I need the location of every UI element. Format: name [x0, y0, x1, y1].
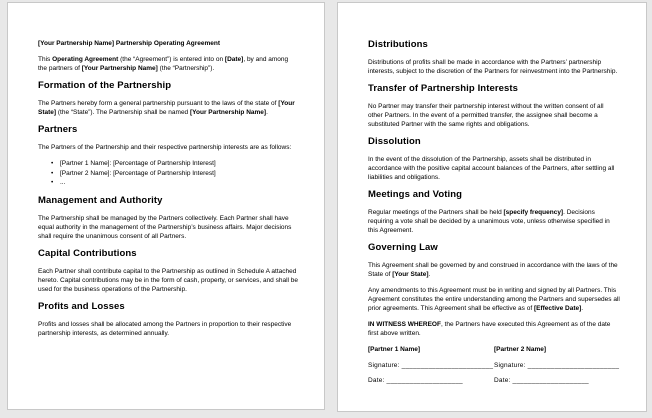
heading-partners: Partners: [38, 124, 78, 135]
heading-governing-law: Governing Law: [368, 242, 438, 253]
partner-1-signature-column: [368, 345, 494, 391]
heading-meetings-and-voting: Meetings and Voting: [368, 189, 463, 200]
placeholder-date: [Date]: [224, 56, 244, 63]
text-segment: This: [38, 56, 53, 63]
placeholder-partnership-name: [Your Partnership Name]: [189, 109, 267, 116]
meetings-paragraph: [368, 208, 620, 235]
capital-paragraph: Each Partner shall contribute capital to the Partnership as outlined in Schedule A attached hereto. Capital contributions may be in the form of cash, property, or services, and shall be used for the business operations of the Partnership.: [38, 267, 299, 293]
term-operating-agreement: Operating Agreement: [52, 56, 119, 63]
heading-dissolution: Dissolution: [368, 136, 421, 147]
heading-capital-contributions: Capital Contributions: [38, 247, 137, 259]
placeholder-specify-frequency: [specify frequency]: [503, 209, 564, 216]
signature-block: [368, 345, 620, 391]
document-title-text: [Your Partnership Name] Partnership Operating Agreement: [38, 40, 221, 47]
bullet-item-partner-1: • [Partner 1 Name]: [Percentage of Partnership Interest]: [51, 159, 298, 169]
partner-2-signature-column: [494, 345, 620, 391]
partner-2-signature-line: Signature: ________________________: [494, 362, 620, 369]
heading-distributions: Distributions: [368, 39, 428, 50]
partner-2-date-line: Date: ____________________: [494, 377, 589, 384]
text-segment: Regular meetings of the Partners shall be held: [368, 209, 504, 216]
text-segment: (the “Partnership”).: [157, 65, 215, 72]
partner-1-signature-line: Signature: ________________________: [368, 362, 494, 369]
intro-paragraph: [38, 55, 298, 73]
text-segment: , the Partners have executed this Agreement as of the date first above written.: [368, 321, 611, 337]
heading-profits-and-losses: Profits and Losses: [38, 300, 125, 312]
transfer-paragraph: No Partner may transfer their partnership interest without the written consent of all other Partners. In the event of a permitted transfer, the assignee shall become a substituted Partner with the same rights and obligations.: [368, 103, 604, 128]
document-title: [38, 39, 298, 48]
text-segment: Any amendments to this Agreement must be in writing and signed by all Partners. This Agreement constitutes the entire understanding among the Partners and supersedes all prior agreements. This Agreement shall be effective as of: [368, 287, 620, 312]
bullet-item-partner-2: • [Partner 2 Name]: [Percentage of Partnership Interest]: [51, 169, 298, 179]
amendments-paragraph: [368, 286, 620, 313]
text-segment: This Agreement shall be governed by and construed in accordance with the laws of the State of: [368, 262, 618, 278]
text-segment: . Decisions requiring a vote shall be decided by a unanimous vote, unless otherwise specified in this Agreement.: [368, 209, 610, 234]
page-1: [7, 2, 325, 410]
placeholder-your-state: [Your State]: [392, 271, 429, 278]
witness-paragraph: [368, 320, 620, 338]
text-segment: (the “Agreement”) is entered into on: [118, 56, 225, 63]
partners-paragraph: The Partners of the Partnership and their respective partnership interests are as follows:: [38, 144, 292, 151]
partner-2-name: [Partner 2 Name]: [494, 346, 547, 353]
text-segment: , by and among the partners of: [38, 56, 289, 72]
heading-management-and-authority: Management and Authority: [38, 194, 163, 206]
text-segment: .: [428, 271, 431, 278]
placeholder-your-state: [Your State]: [38, 100, 295, 116]
heading-formation-of-the-partnership: Formation of the Partnership: [38, 80, 172, 91]
management-paragraph: The Partnership shall be managed by the Partners collectively. Each Partner shall have equal authority in the management of the Partnership’s business affairs. Major decisions shall require the unanimous consent of all Partners.: [38, 214, 292, 240]
page-2: [337, 2, 647, 412]
text-segment: The Partners hereby form a general partnership pursuant to the laws of the state of: [38, 100, 279, 107]
bullet-item-ellipsis: • ...: [51, 178, 298, 188]
text-segment: (the “State”). The Partnership shall be named: [56, 109, 190, 116]
governing-law-paragraph: [368, 261, 620, 279]
term-in-witness-whereof: IN WITNESS WHEREOF: [368, 321, 441, 328]
formation-paragraph: [38, 99, 298, 117]
partners-bullet-list: [38, 159, 298, 188]
text-segment: .: [266, 109, 268, 116]
text-segment: .: [581, 305, 584, 312]
distributions-paragraph: Distributions of profits shall be made in accordance with the Partners’ partnership interests, subject to the discretion of the Partners for reinvestment into the Partnership.: [368, 59, 618, 75]
partner-1-name: [Partner 1 Name]: [368, 346, 421, 353]
placeholder-partnership-name: [Your Partnership Name]: [81, 65, 158, 72]
dissolution-paragraph: In the event of the dissolution of the Partnership, assets shall be distributed in accordance with the positive capital account balances of the Partners, after settling all liabilities and obligations.: [368, 156, 615, 181]
partner-1-date-line: Date: ____________________: [368, 377, 463, 384]
profits-paragraph: Profits and losses shall be allocated among the Partners in proportion to their respective partnership interests, as determined annually.: [38, 320, 292, 337]
heading-transfer-of-partnership-interests: Transfer of Partnership Interests: [368, 83, 519, 94]
placeholder-effective-date: [Effective Date]: [533, 305, 582, 312]
